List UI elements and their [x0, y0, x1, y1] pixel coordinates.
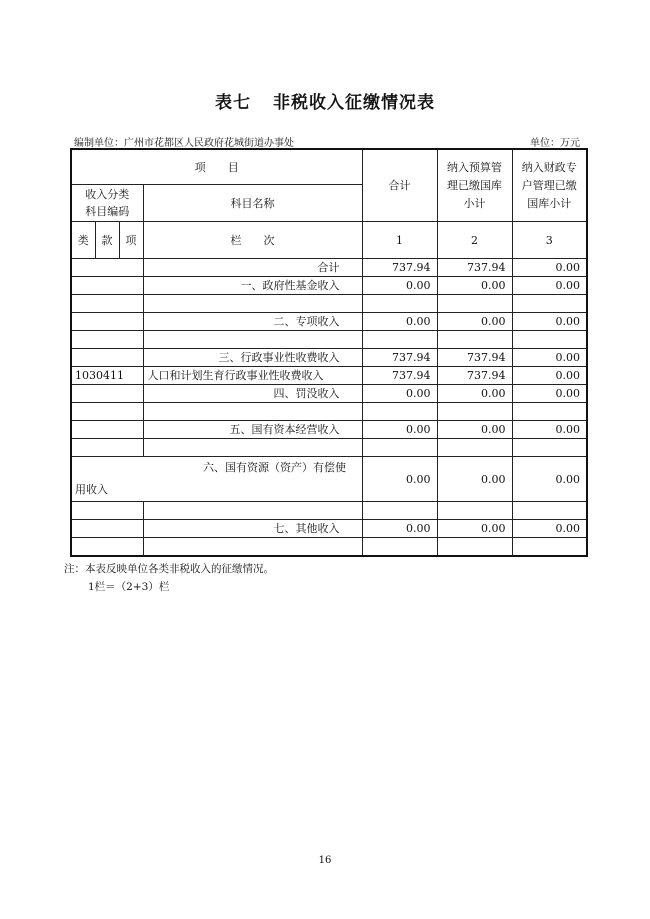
table-row [71, 421, 587, 439]
row-name [143, 538, 362, 557]
row-budget [437, 538, 512, 557]
table-row [71, 502, 587, 520]
row-code [71, 421, 143, 439]
table-number: 表七 [215, 93, 251, 113]
row-code [71, 277, 143, 295]
table-row [71, 439, 587, 457]
table-row [71, 538, 587, 557]
header-n2: 2 [437, 222, 512, 259]
row-name [143, 295, 362, 313]
row-total: 0.00 [362, 385, 437, 403]
header-subject-name: 科目名称 [143, 185, 362, 222]
table-row [71, 331, 587, 349]
row-total [362, 403, 437, 421]
row-total [362, 331, 437, 349]
row-name: 人口和计划生育行政事业性收费收入 [143, 367, 362, 385]
row-total [362, 502, 437, 520]
row-code [71, 502, 143, 520]
row-total [362, 295, 437, 313]
row-name: 合计 [143, 259, 362, 277]
row-total: 737.94 [362, 259, 437, 277]
row-budget: 0.00 [437, 277, 512, 295]
row-fiscal: 0.00 [512, 259, 587, 277]
row-name: 七、其他收入 [143, 520, 362, 538]
row-fiscal [512, 403, 587, 421]
header-column-label: 栏 次 [143, 222, 362, 259]
row-total [362, 439, 437, 457]
row-budget: 0.00 [437, 385, 512, 403]
row-total [362, 538, 437, 557]
row-code [71, 295, 143, 313]
table-row [71, 520, 587, 538]
table-name: 非税收入征缴情况表 [273, 93, 435, 113]
row-budget [437, 502, 512, 520]
row-code [71, 313, 143, 331]
row-budget [437, 403, 512, 421]
row-budget [437, 439, 512, 457]
row-name: 二、专项收入 [143, 313, 362, 331]
row-total: 737.94 [362, 349, 437, 367]
row-fiscal: 0.00 [512, 277, 587, 295]
row-code [71, 403, 143, 421]
table-row [71, 457, 587, 502]
row-name: 三、行政事业性收费收入 [143, 349, 362, 367]
row-budget: 0.00 [437, 520, 512, 538]
row-code [71, 538, 143, 557]
row-budget: 0.00 [437, 421, 512, 439]
row-fiscal [512, 331, 587, 349]
header-n3: 3 [512, 222, 587, 259]
row-total: 0.00 [362, 313, 437, 331]
row-code: 1030411 [71, 367, 143, 385]
row-name [143, 403, 362, 421]
header-total: 合计 [362, 149, 437, 222]
row-fiscal: 0.00 [512, 349, 587, 367]
header-code-group: 收入分类科目编码 [71, 185, 143, 222]
row-fiscal: 0.00 [512, 367, 587, 385]
row-fiscal: 0.00 [512, 421, 587, 439]
row-budget: 737.94 [437, 259, 512, 277]
header-lei: 类 [71, 222, 95, 259]
page-number: 16 [318, 855, 332, 866]
row-budget: 0.00 [437, 313, 512, 331]
row-name: 四、罚没收入 [143, 385, 362, 403]
row-total: 0.00 [362, 277, 437, 295]
row-code [71, 349, 143, 367]
row-fiscal [512, 502, 587, 520]
header-budget: 纳入预算管理已缴国库小计 [437, 149, 512, 222]
header-project: 项 目 [71, 149, 362, 185]
table-row [71, 295, 587, 313]
row-budget: 0.00 [437, 457, 512, 502]
row-total: 0.00 [362, 421, 437, 439]
row-total: 737.94 [362, 367, 437, 385]
row-fiscal: 0.00 [512, 385, 587, 403]
row-code [71, 385, 143, 403]
row-budget [437, 331, 512, 349]
row-budget: 737.94 [437, 349, 512, 367]
row-code [71, 331, 143, 349]
row-code [71, 259, 143, 277]
unit-label: 单位：万元 [530, 138, 580, 149]
row-total: 0.00 [362, 520, 437, 538]
row-code [71, 520, 143, 538]
org-label: 编制单位：广州市花都区人民政府花城街道办事处 [74, 138, 294, 149]
row-fiscal: 0.00 [512, 457, 587, 502]
header-fiscal: 纳入财政专户管理已缴国库小计 [512, 149, 587, 222]
table-row [71, 313, 587, 331]
row-budget: 737.94 [437, 367, 512, 385]
row-fiscal: 0.00 [512, 520, 587, 538]
header-n1: 1 [362, 222, 437, 259]
note-line-1: 注：本表反映单位各类非税收入的征缴情况。 [64, 563, 274, 575]
note-line-2: 1栏＝（2+3）栏 [88, 581, 170, 593]
table-row [71, 403, 587, 421]
header-kuan: 款 [95, 222, 119, 259]
row-budget [437, 295, 512, 313]
row-total: 0.00 [362, 457, 437, 502]
row-name: 五、国有资本经营收入 [143, 421, 362, 439]
table-row [71, 349, 587, 367]
header-xiang: 项 [119, 222, 143, 259]
row-fiscal [512, 439, 587, 457]
table-row [71, 385, 587, 403]
table-row [71, 277, 587, 295]
table-row [71, 259, 587, 277]
table-title [0, 88, 650, 113]
row-fiscal [512, 295, 587, 313]
row-code [71, 439, 143, 457]
row-name [143, 331, 362, 349]
row-name: 一、政府性基金收入 [143, 277, 362, 295]
row-fiscal: 0.00 [512, 313, 587, 331]
row-fiscal [512, 538, 587, 557]
row-name [143, 439, 362, 457]
table-row [71, 367, 587, 385]
row-name: 六、国有资源（资产）有偿使用收入 [71, 457, 362, 502]
non-tax-revenue-table [70, 148, 588, 557]
row-name [143, 502, 362, 520]
